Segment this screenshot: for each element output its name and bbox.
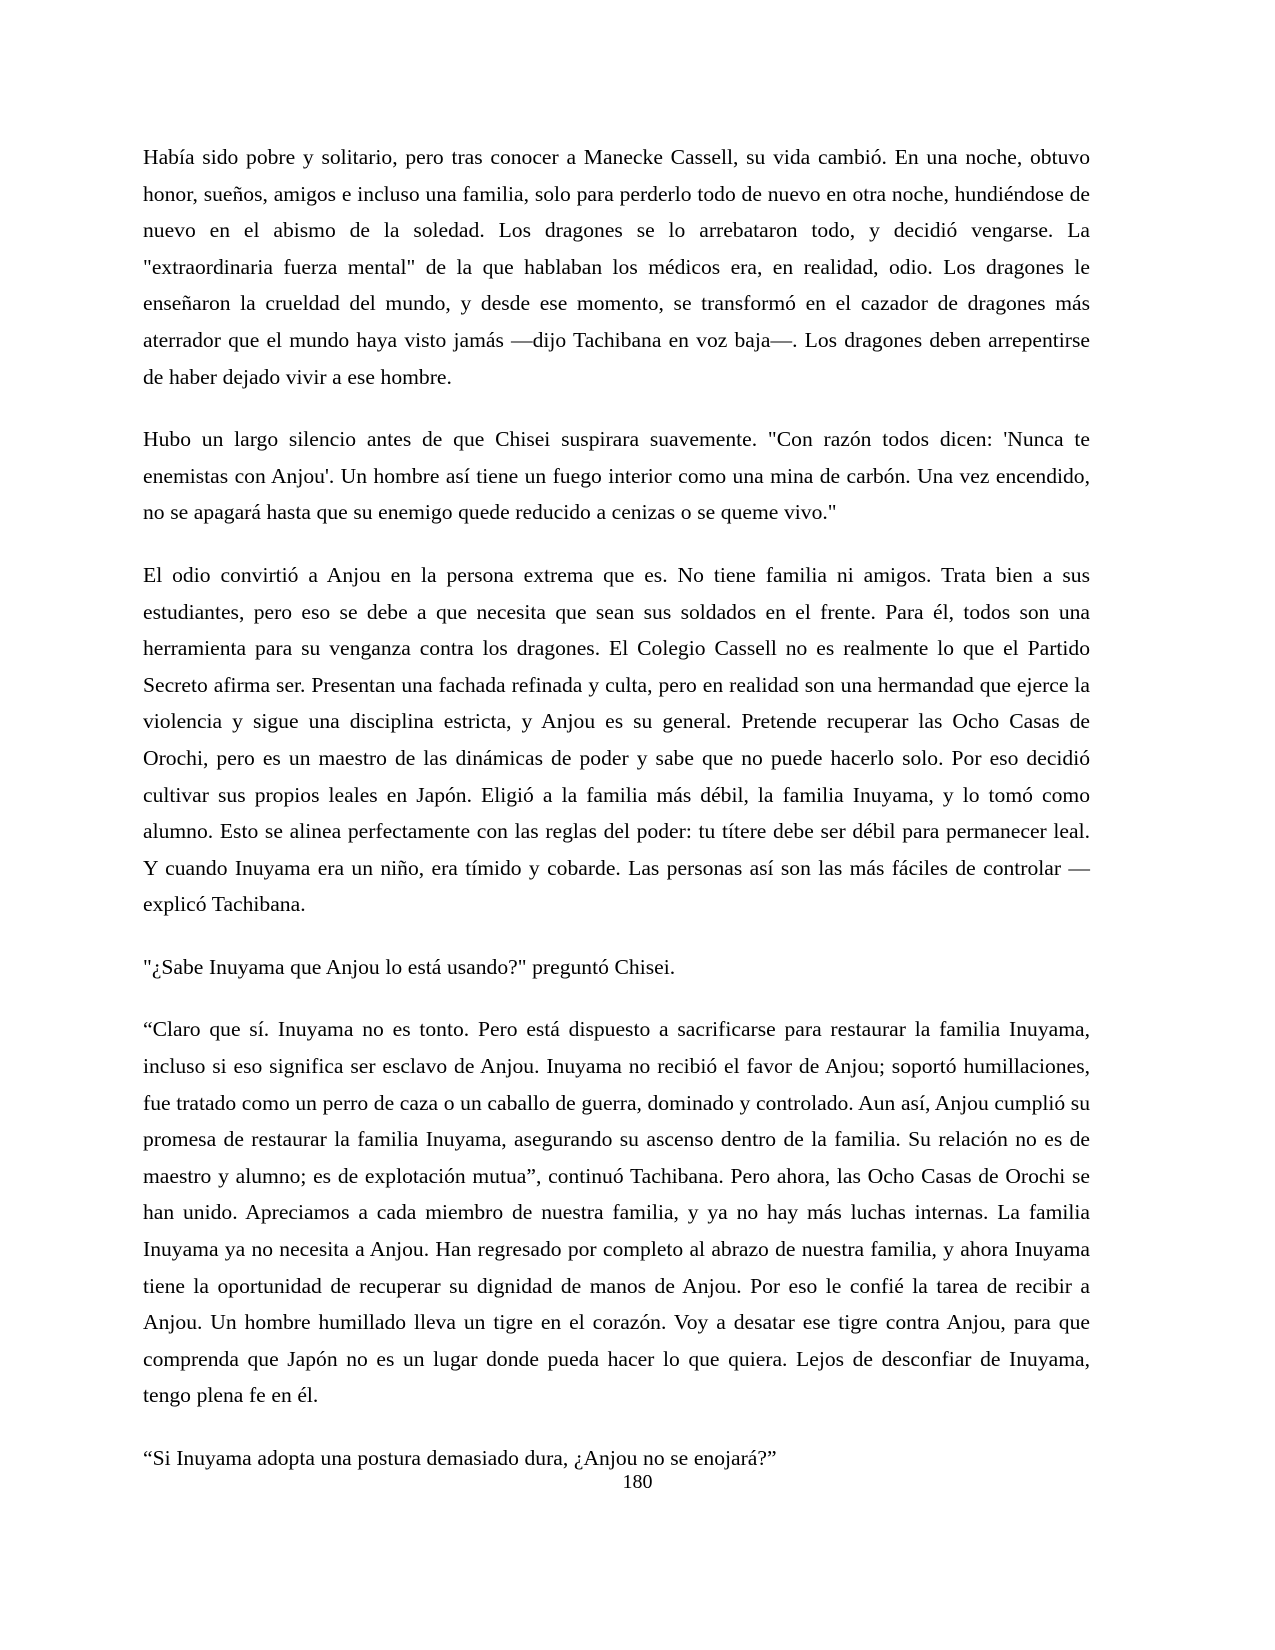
dialogue-paragraph-5: “Claro que sí. Inuyama no es tonto. Pero está dispuesto a sacrificarse para restaurar la familia Inuyama, incluso si eso significa ser esclavo de Anjou. Inuyama no recibió el favor de Anjou; soportó humillaciones, fue tratado como un perro de caza o un caballo de guerra, dominado y controlado. Aun así, Anjou cumplió su promesa de restaurar la familia Inuyama, asegurando su ascenso dentro de la familia. Su relación no es de maestro y alumno; es de explotación mutua”, continuó Tachibana. Pero ahora, las Ocho Casas de Orochi se han unido. Apreciamos a cada miembro de nuestra familia, y ya no hay más luchas internas. La familia Inuyama ya no necesita a Anjou. Han regresado por completo al abrazo de nuestra familia, y ahora Inuyama tiene la oportunidad de recuperar su dignidad de manos de Anjou. Por eso le confié la tarea de recibir a Anjou. Un hombre humillado lleva un tigre en el corazón. Voy a desatar ese tigre contra Anjou, para que comprenda que Japón no es un lugar donde pueda hacer lo que quiera. Lejos de desconfiar de Inuyama, tengo plena fe en él. [143,1017,1090,1408]
body-paragraph-2: Hubo un largo silencio antes de que Chisei suspirara suavemente. "Con razón todos dicen: 'Nunca te enemistas con Anjou'. Un hombre así tiene un fuego interior como una mina de carbón. Una vez encendido, no se apagará hasta que su enemigo quede reducido a cenizas o se queme vivo." [143,427,1090,525]
dialogue-paragraph-6: “Si Inuyama adopta una postura demasiado dura, ¿Anjou no se enojará?” [143,1446,777,1470]
body-paragraph-3: El odio convirtió a Anjou en la persona extrema que es. No tiene familia ni amigos. Trata bien a sus estudiantes, pero eso se debe a que necesita que sean sus soldados en el frente. Para él, todos son una herramienta para su venganza contra los dragones. El Colegio Cassell no es realmente lo que el Partido Secreto afirma ser. Presentan una fachada refinada y culta, pero en realidad son una hermandad que ejerce la violencia y sigue una disciplina estricta, y Anjou es su general. Pretende recuperar las Ocho Casas de Orochi, pero es un maestro de las dinámicas de poder y sabe que no puede hacerlo solo. Por eso decidió cultivar sus propios leales en Japón. Eligió a la familia más débil, la familia Inuyama, y lo tomó como alumno. Esto se alinea perfectamente con las reglas del poder: tu títere debe ser débil para permanecer leal. Y cuando Inuyama era un niño, era tímido y cobarde. Las personas así son las más fáciles de controlar —explicó Tachibana. [143,562,1090,917]
page-text-body [143,139,1090,1477]
page-number: 180 [622,1471,653,1493]
dialogue-paragraph-4: "¿Sabe Inuyama que Anjou lo está usando?" preguntó Chisei. [143,954,676,979]
body-paragraph-1: Había sido pobre y solitario, pero tras conocer a Manecke Cassell, su vida cambió. En una noche, obtuvo honor, sueños, amigos e incluso una familia, solo para perderlo todo de nuevo en otra noche, hundiéndose de nuevo en el abismo de la soledad. Los dragones se lo arrebataron todo, y decidió vengarse. La "extraordinaria fuerza mental" de la que hablaban los médicos era, en realidad, odio. Los dragones le enseñaron la crueldad del mundo, y desde ese momento, se transformó en el cazador de dragones más aterrador que el mundo haya visto jamás —dijo Tachibana en voz baja—. Los dragones deben arrepentirse de haber dejado vivir a ese hombre. [143,145,1090,389]
